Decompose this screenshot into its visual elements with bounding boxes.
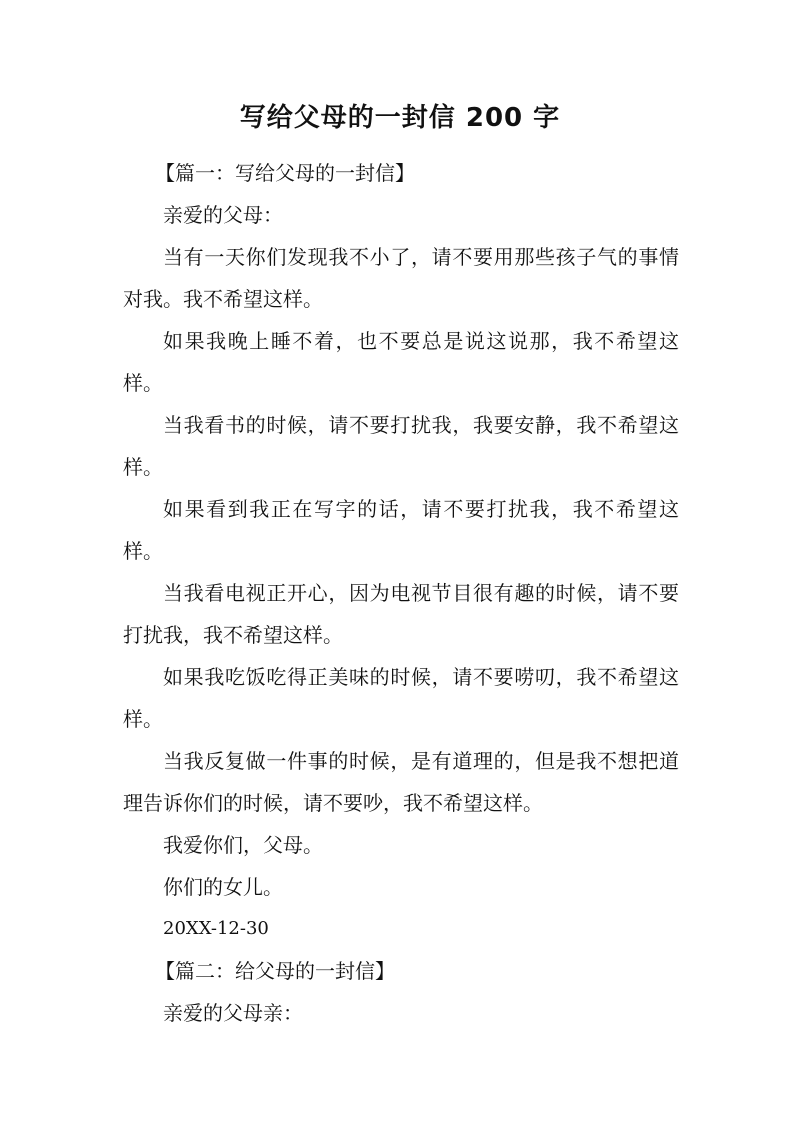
body-paragraph: 如果看到我正在写字的话，请不要打扰我，我不希望这样。 <box>123 497 679 563</box>
body-paragraph: 如果我晚上睡不着，也不要总是说这说那，我不希望这样。 <box>123 329 679 395</box>
date-line: 20XX-12-30 <box>163 918 269 939</box>
closing-line: 我爱你们，父母。 <box>163 833 323 857</box>
salutation-2: 亲爱的父母亲： <box>163 1001 303 1025</box>
body-paragraph: 当有一天你们发现我不小了，请不要用那些孩子气的事情对我。我不希望这样。 <box>123 245 679 311</box>
body-paragraph: 如果我吃饭吃得正美味的时候，请不要唠叨，我不希望这样。 <box>123 665 679 731</box>
salutation-1: 亲爱的父母： <box>163 203 283 227</box>
signature-line: 你们的女儿。 <box>163 875 283 899</box>
body-paragraph: 当我看电视正开心，因为电视节目很有趣的时候，请不要打扰我，我不希望这样。 <box>123 581 679 647</box>
section-heading-1: 【篇一：写给父母的一封信】 <box>155 161 415 185</box>
section-heading-2: 【篇二：给父母的一封信】 <box>155 959 395 983</box>
document-title: 写给父母的一封信 200 字 <box>239 103 561 133</box>
body-paragraph: 当我看书的时候，请不要打扰我，我要安静，我不希望这样。 <box>123 413 679 479</box>
document-body <box>123 152 679 1034</box>
body-paragraph: 当我反复做一件事的时候，是有道理的，但是我不想把道理告诉你们的时候，请不要吵，我不希望这样。 <box>123 749 679 815</box>
